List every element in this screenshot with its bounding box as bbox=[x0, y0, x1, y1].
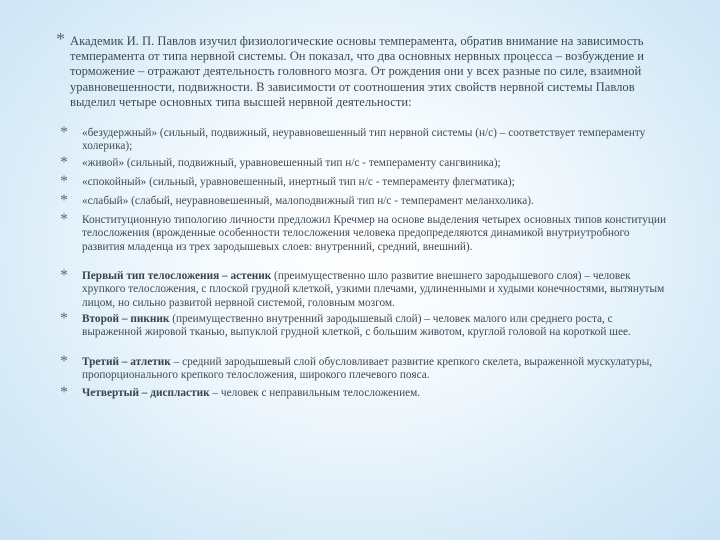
list-item-bold: Первый тип телосложения – астеник bbox=[82, 270, 272, 282]
list-item-text: (преимущественно шло развитие внешнего зародышевого слоя) – человек хрупкого телосложения, с плоской грудной клеткой, узкими плечами, удлиненными и худыми конечностями, вытянутым лицом, но сильно развитой нервной системой, головным мозгом. bbox=[82, 270, 665, 309]
bullet-star-icon: * bbox=[60, 384, 68, 401]
bullet-star-icon: * bbox=[60, 310, 68, 327]
bullet-star-icon: * bbox=[60, 173, 68, 190]
list-item-text: «слабый» (слабый, неуравновешенный, малоподвижный тип н/с - темперамент меланхолика). bbox=[82, 195, 534, 207]
list-item-phlegmatic bbox=[60, 173, 674, 190]
bullet-star-icon: * bbox=[60, 192, 68, 209]
list-item-dysplastic bbox=[60, 384, 674, 401]
list-item-asthenic bbox=[60, 267, 674, 310]
list-item-melancholic bbox=[60, 192, 674, 209]
list-item-text: «живой» (сильный, подвижный, уравновешенный тип н/с - темпераменту сангвиника); bbox=[82, 157, 501, 169]
list-item-kretschmer bbox=[60, 211, 674, 254]
list-item-bold: Второй – пикник bbox=[82, 313, 170, 325]
list-item-athletic bbox=[60, 353, 674, 383]
bullet-star-icon: * bbox=[60, 124, 68, 141]
list-item-sanguine bbox=[60, 154, 674, 171]
list-item-choleric bbox=[60, 124, 674, 154]
list-item-text: – средний зародышевый слой обусловливает развитие крепкого скелета, выраженной мускулатуры, пропорционального крепкого телосложения, широкого плечевого пояса. bbox=[82, 356, 653, 382]
intro-paragraph bbox=[56, 29, 670, 110]
list-item-text: – человек с неправильным телосложением. bbox=[209, 387, 421, 399]
bullet-star-icon: * bbox=[60, 267, 68, 284]
list-item-text: (преимущественно внутренний зародышевый слой) – человек малого или среднего роста, с выраженной жировой тканью, выпуклой грудной клеткой, с большим животом, круглой головой на короткой шее. bbox=[82, 313, 631, 339]
list-item-pyknic bbox=[60, 310, 674, 340]
bullet-star-icon: * bbox=[56, 29, 65, 49]
list-item-text: Конституционную типологию личности предложил Кречмер на основе выделения четырех основных типов конституции телосложения (врожденные особенности телосложения человека предопределяются динамикой внутриутробного развития младенца из трех зародышевых слоев: внутренний, средний, внешний). bbox=[82, 214, 666, 253]
bullet-star-icon: * bbox=[60, 353, 68, 370]
list-item-bold: Четвертый – диспластик bbox=[82, 387, 210, 399]
bullet-star-icon: * bbox=[60, 154, 68, 171]
list-item-bold: Третий – атлетик bbox=[82, 356, 171, 368]
list-item-text: «спокойный» (сильный, уравновешенный, инертный тип н/с - темпераменту флегматика); bbox=[82, 176, 515, 188]
bullet-star-icon: * bbox=[60, 211, 68, 228]
intro-text: Академик И. П. Павлов изучил физиологические основы темперамента, обратив внимание на зависимость темперамента от типа нервной системы. Он показал, что два основных нервных процесса – возбуждение и торможение – отражают деятельность головного мозга. От рождения они у всех разные по силе, взаимной уравновешенности, подвижности. В зависимости от соотношения этих свойств нервной системы Павлов выделил четыре основных типа высшей нервной деятельности: bbox=[70, 34, 644, 109]
list-item-text: «безудержный» (сильный, подвижный, неуравновешенный тип нервной системы (н/с) – соответствует темпераменту холерика); bbox=[82, 127, 646, 153]
